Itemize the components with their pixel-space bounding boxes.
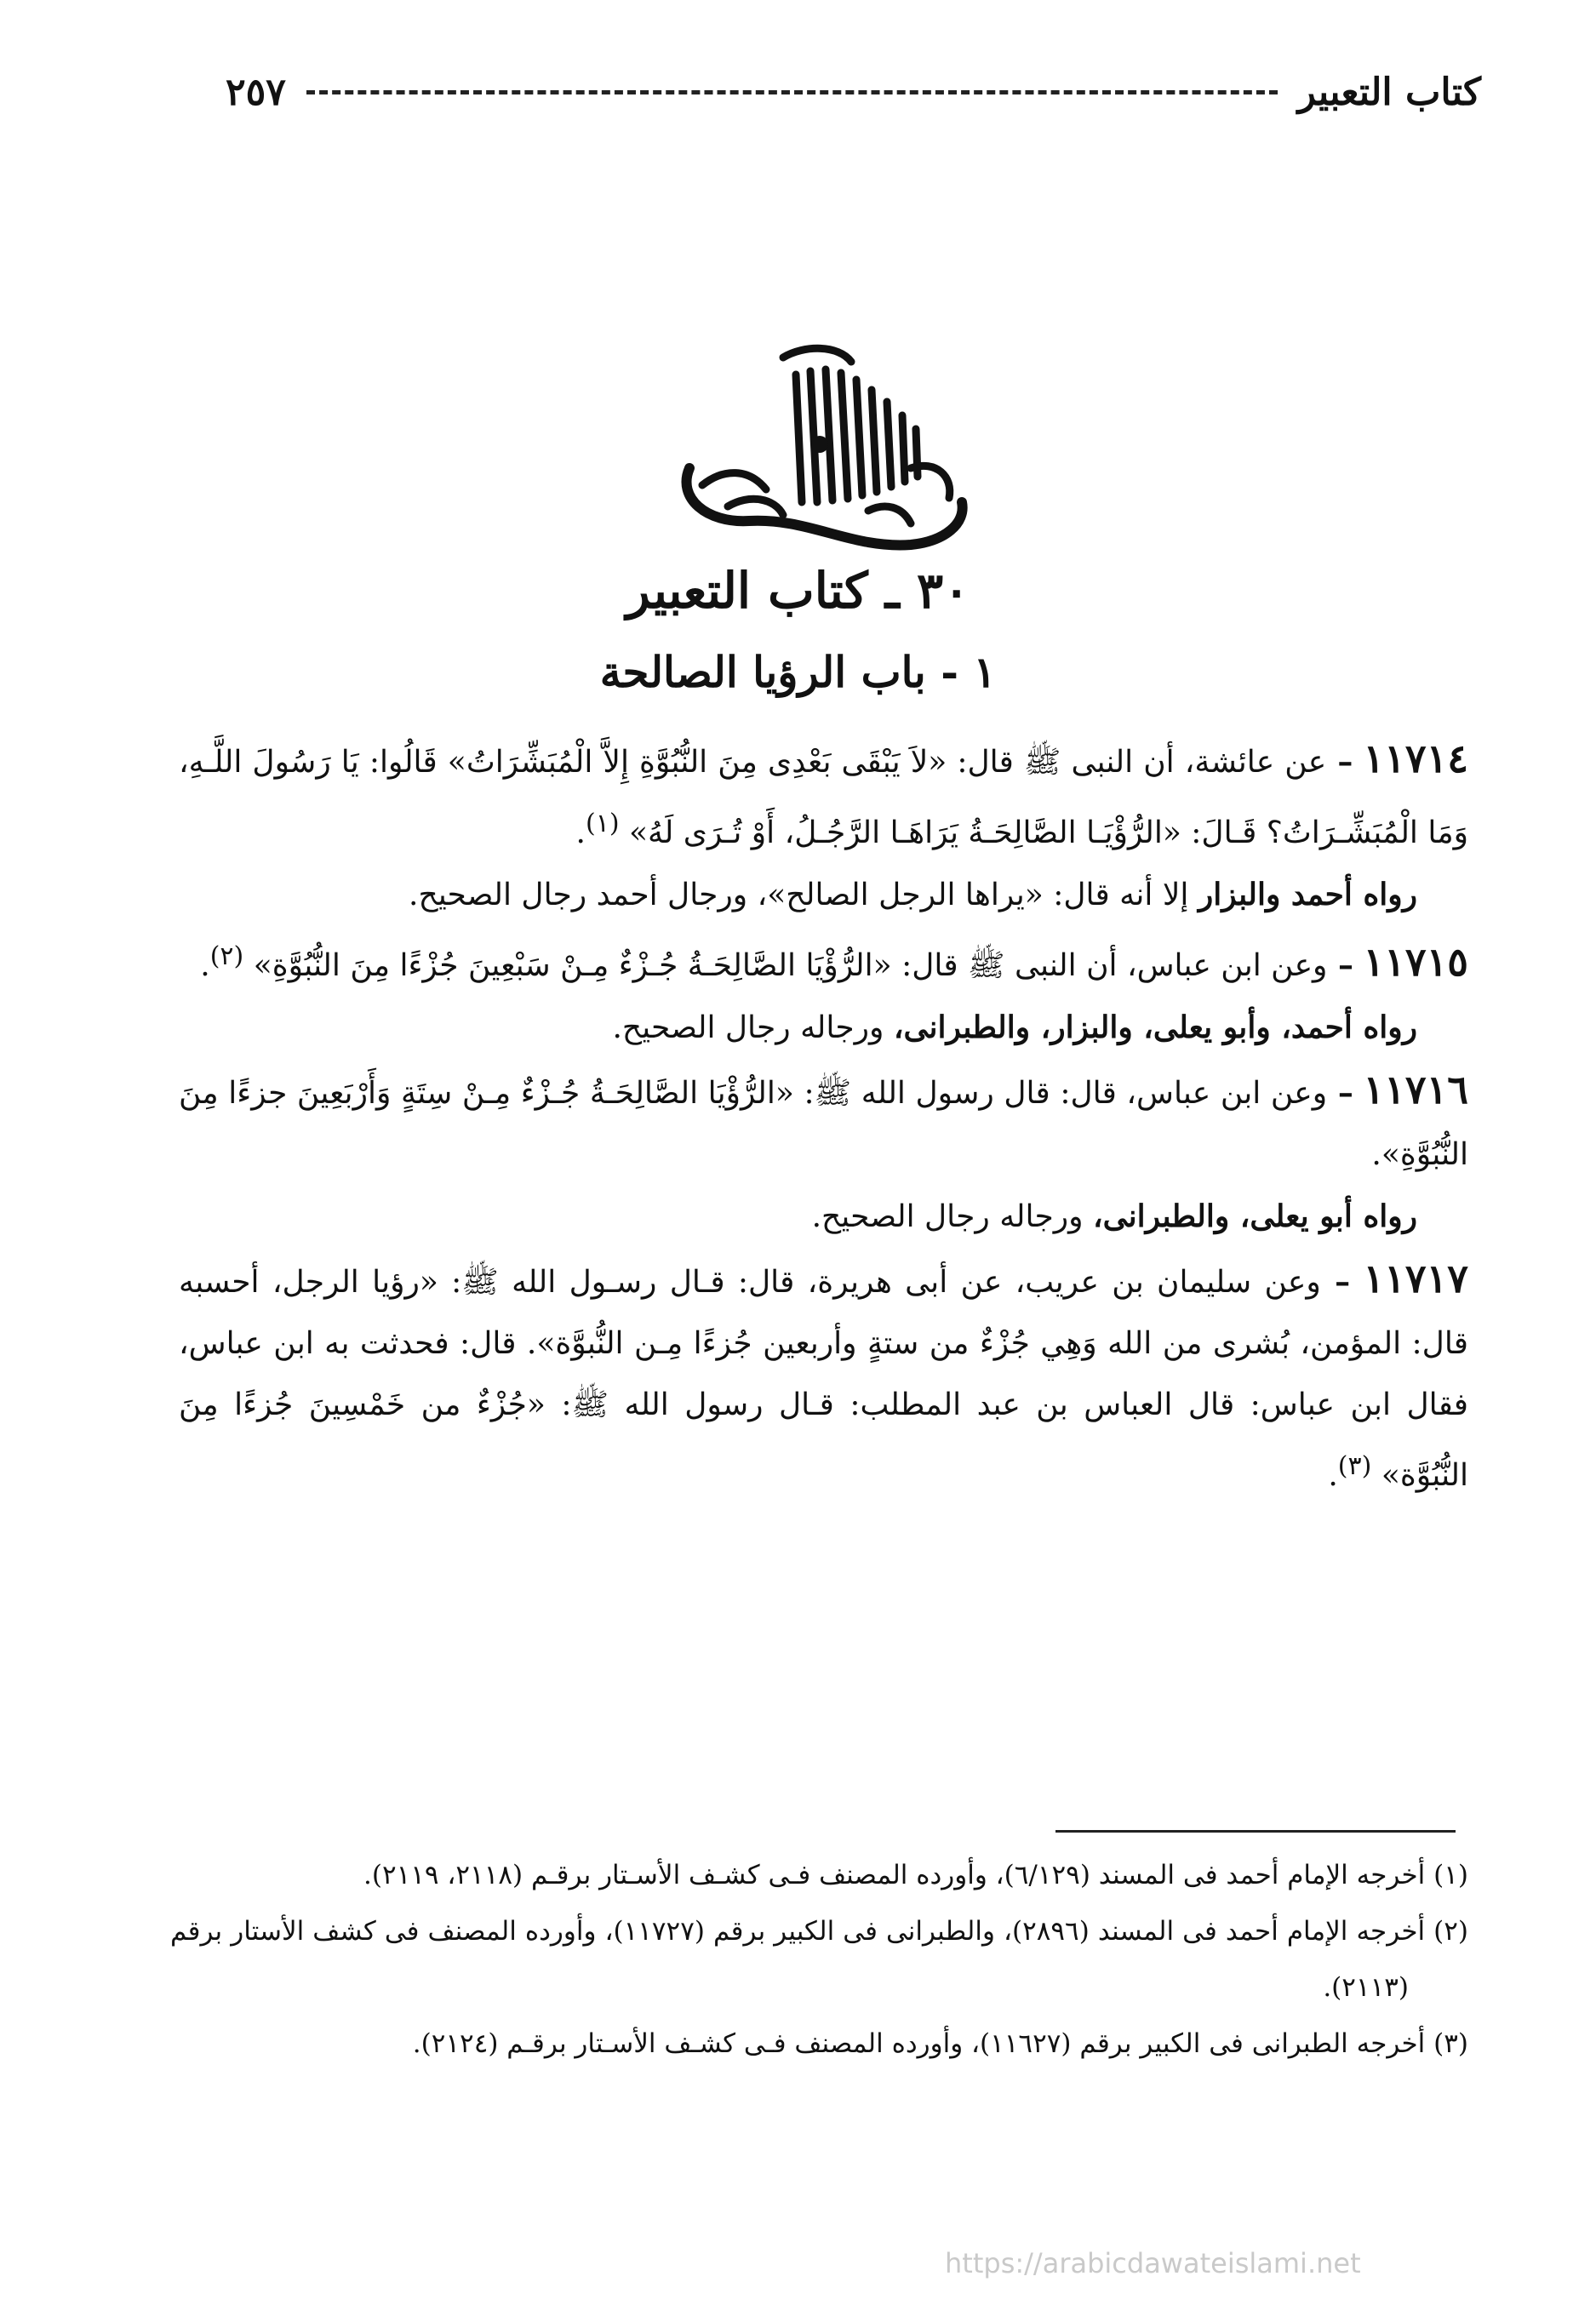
hadith-body — [179, 728, 1468, 1507]
narration-rest: ورجاله رجال الصحيح. — [612, 1010, 884, 1045]
page-number: ٢٥٧ — [226, 70, 286, 114]
running-header — [226, 66, 1481, 117]
dash: – — [1327, 1075, 1353, 1111]
basmala-calligraphy — [655, 340, 979, 570]
footnote: (٣) أخرجه الطبرانى فى الكبير برقم (١١٦٢٧)، وأورده المصنف فـى كشـف الأسـتار برقـم (٢١٢٤). — [412, 2028, 1468, 2059]
dash: – — [1326, 744, 1353, 780]
hadith-text: عن عائشة، أن النبى ﷺ قال: «لاَ يَبْقَى بَعْدِى مِنَ النُّبُوَّةِ إِلاَّ الْمُبَشِّرَاتُ» قَالُوا: يَا رَسُولَ اللَّـهِ، وَمَا الْمُبَشِّـرَاتُ؟ قَـالَ: «الرُّؤْيَـا الصَّالِحَـةُ يَرَاهَـا الرَّجُـلُ، أَوْ تُـرَى لَهُ» — [179, 745, 1468, 850]
narration-rest: إلا أنه قال: «يراها الرجل الصالح»، ورجال أحمد رجال الصحيح. — [409, 878, 1189, 912]
footnote-ref: (٣) — [1337, 1451, 1372, 1481]
narration-note — [179, 864, 1468, 926]
hadith-text: وعن سليمان بن عريب، عن أبى هريرة، قال: قـال رسـول الله ﷺ: «رؤيا الرجل، أحسبه قال: المؤمن، بُشرى من الله وَهِي جُزْءٌ من ستةٍ وأربعين جُزءًا مِـن النُّبوَّة». قال: فحدثت به ابن عباس، فقال ابن عباس: قال العباس بن عبد المطلب: قـال رسول الله ﷺ: «جُزْءٌ من خَمْسِينَ جُزءًا مِنَ النُّبُوَّة» — [179, 1265, 1468, 1493]
hadith-number: ١١٧١٤ — [1363, 735, 1468, 781]
narration-note — [179, 997, 1468, 1059]
footnote-ref: (١) — [585, 809, 620, 838]
dash: – — [1327, 947, 1353, 983]
footnote: (١) أخرجه الإمام أحمد فى المسند (٦/١٢٩)، وأورده المصنف فـى كشـف الأسـتار برقـم (٢١١٨، ٢١١٩). — [363, 1860, 1468, 1890]
hadith-entry — [179, 1059, 1468, 1186]
hadith-text: وعن ابن عباس، قال: قال رسول الله ﷺ: «الرُّؤْيَا الصَّالِحَـةُ جُـزْءٌ مِـنْ سِتَةٍ وَأَرْبَعِينَ جزءًا مِنَ النُّبُوَّةِ». — [179, 1076, 1468, 1172]
hadith-text: وعن ابن عباس، أن النبى ﷺ قال: «الرُّؤْيَا الصَّالِحَـةُ جُـزْءٌ مِـنْ سَبْعِينَ جُزْءًا مِنَ النُّبُوَّةِ» — [253, 948, 1328, 983]
hadith-entry: ١١٧١٤ – عن عائشة، أن النبى ﷺ قال: «لاَ يَبْقَى بَعْدِى مِنَ النُّبُوَّةِ إِلاَّ الْمُبَشِّرَاتُ» قَالُوا: يَا رَسُولَ اللَّـهِ، وَمَا الْمُبَشِّـرَاتُ؟ قَـالَ: «الرُّؤْيَـا الصَّالِحَـةُ يَرَاهَـا الرَّجُـلُ، أَوْ تُـرَى لَهُ» $^{(١)}$. — [179, 735, 1468, 850]
footnote-ref: (٢) — [209, 941, 244, 971]
section-title: ١ - باب الرؤيا الصالحة — [599, 647, 997, 697]
footnote: (٢) أخرجه الإمام أحمد فى المسند (٢٨٩٦)، والطبرانى فى الكبير برقم (١١٧٢٧)، وأورده المصنف فى كشف الأستار برقم (٢١١٣). — [170, 1916, 1469, 2003]
header-dashed-rule — [306, 90, 1278, 94]
watermark-url: https://arabicdawateislami.net — [945, 2247, 1361, 2279]
narration-source: رواه أحمد، وأبو يعلى، والبزار، والطبرانى، — [893, 1009, 1417, 1045]
hadith-number: ١١٧١٦ — [1363, 1067, 1468, 1112]
footnote-separator — [1055, 1830, 1456, 1833]
hadith-number: ١١٧١٧ — [1363, 1255, 1468, 1301]
chapter-title: ٣٠ ـ كتاب التعبير — [626, 562, 970, 620]
narration-note — [179, 1186, 1468, 1248]
dash: – — [1320, 1264, 1351, 1300]
running-header-title: كتاب التعبير — [1297, 70, 1481, 114]
narration-source: رواه أحمد والبزار — [1198, 877, 1417, 912]
narration-source: رواه أبو يعلى، والطبرانى، — [1092, 1198, 1417, 1234]
hadith-number: ١١٧١٥ — [1363, 939, 1468, 985]
basmala-text: بسم الله الرحمن الرحيم — [655, 340, 665, 341]
narration-rest: ورجاله رجال الصحيح. — [811, 1199, 1084, 1234]
hadith-entry: ١١٧١٧ – وعن سليمان بن عريب، عن أبى هريرة، قال: قـال رسـول الله ﷺ: «رؤيا الرجل، أحسبه قال: المؤمن، بُشرى من الله وَهِي جُزْءٌ من ستةٍ وأربعين جُزءًا مِـن النُّبوَّة». قال: فحدثت به ابن عباس، فقال ابن عباس: قال العباس بن عبد المطلب: قـال رسول الله ﷺ: «جُزْءٌ من خَمْسِينَ جُزءًا مِنَ النُّبُوَّة» $^{(٣)}$. — [179, 1255, 1468, 1493]
hadith-entry: ١١٧١٥ – وعن ابن عباس، أن النبى ﷺ قال: «الرُّؤْيَا الصَّالِحَـةُ جُـزْءٌ مِـنْ سَبْعِينَ جُزْءًا مِنَ النُّبُوَّةِ» $^{(٢)}$. — [200, 939, 1468, 985]
footnotes — [170, 1847, 1468, 2072]
